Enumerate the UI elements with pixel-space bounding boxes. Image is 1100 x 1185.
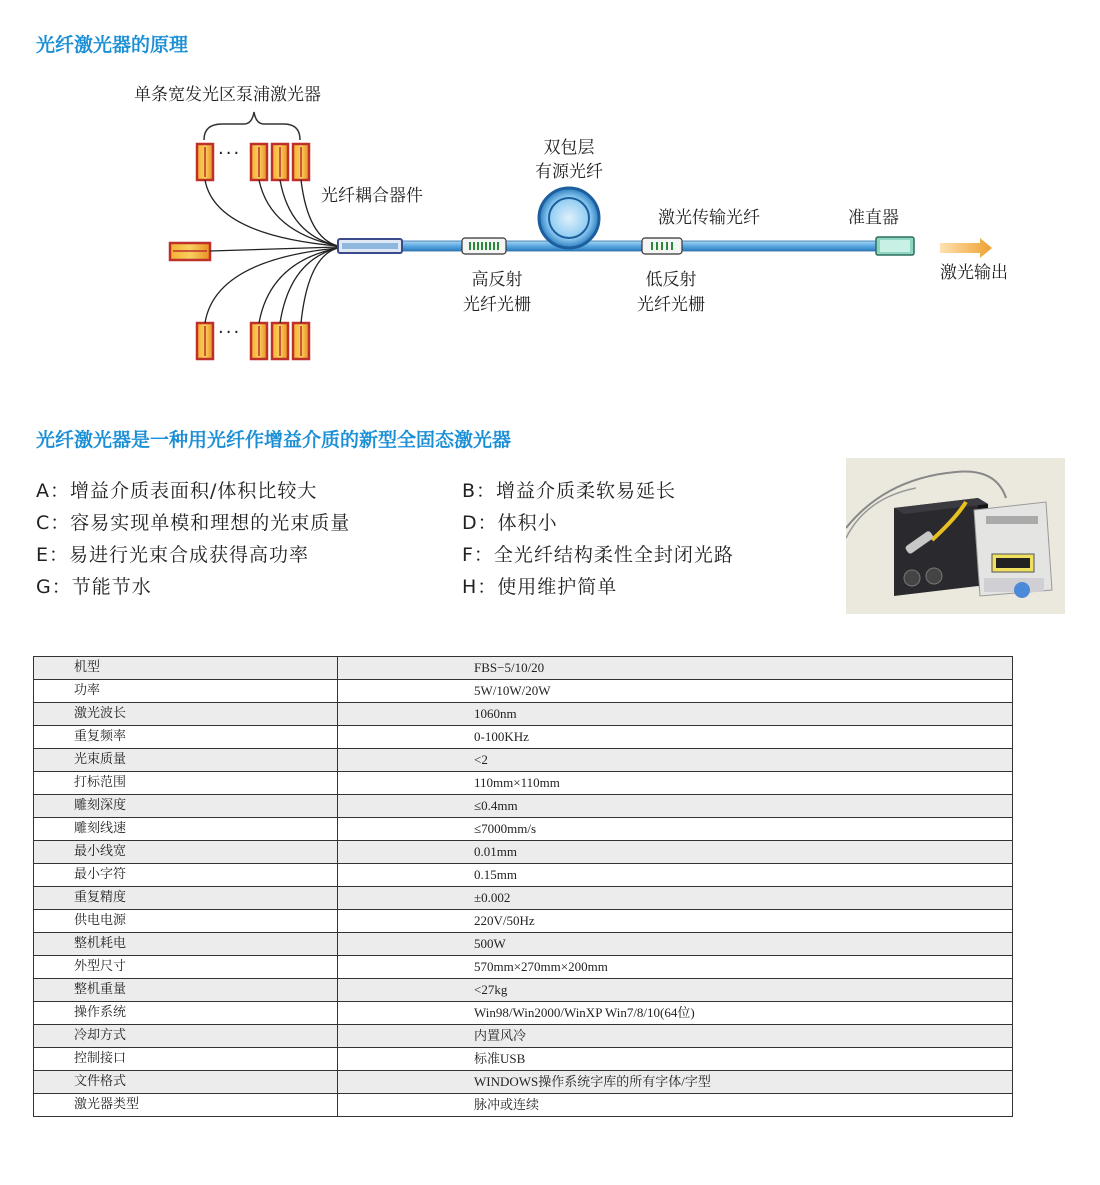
label-pump-lasers: 单条宽发光区泵浦激光器 [134, 85, 321, 105]
table-row [34, 1002, 1013, 1025]
table-row [34, 657, 1013, 680]
label-collimator: 准直器 [848, 208, 899, 228]
spec-value: 0-100KHz [338, 726, 1013, 749]
label-double-clad-1: 双包层 [543, 138, 595, 158]
table-row [34, 795, 1013, 818]
table-row [34, 703, 1013, 726]
label-lr-grating-2: 光纤光栅 [637, 295, 705, 315]
spec-key: 激光器类型 [34, 1094, 338, 1117]
table-row [34, 680, 1013, 703]
spec-key: 机型 [34, 657, 338, 680]
spec-value: 标准USB [338, 1048, 1013, 1071]
spec-value: Win98/Win2000/WinXP Win7/8/10(64位) [338, 1002, 1013, 1025]
table-row [34, 910, 1013, 933]
feature-h: H：使用维护简单 [462, 576, 618, 598]
spec-value: 1060nm [338, 703, 1013, 726]
spec-key: 光束质量 [34, 749, 338, 772]
table-row [34, 818, 1013, 841]
spec-value: <27kg [338, 979, 1013, 1002]
table-row [34, 1071, 1013, 1094]
label-transmission-fiber: 激光传输光纤 [658, 208, 760, 228]
table-row [34, 956, 1013, 979]
spec-table [33, 656, 1013, 1117]
spec-key: 操作系统 [34, 1002, 338, 1025]
spec-value: 0.15mm [338, 864, 1013, 887]
pump-fibers [205, 180, 338, 323]
spec-value: 脉冲或连续 [338, 1094, 1013, 1117]
spec-key: 文件格式 [34, 1071, 338, 1094]
spec-value: FBS−5/10/20 [338, 657, 1013, 680]
spec-value: 110mm×110mm [338, 772, 1013, 795]
pump-laser-group-top [197, 144, 309, 180]
spec-value: ±0.002 [338, 887, 1013, 910]
page-title: 光纤激光器的原理 [36, 34, 189, 56]
spec-key: 雕刻深度 [34, 795, 338, 818]
table-row [34, 772, 1013, 795]
product-photo [846, 458, 1065, 614]
spec-value: <2 [338, 749, 1013, 772]
table-row [34, 749, 1013, 772]
label-double-clad-2: 有源光纤 [535, 162, 603, 182]
spec-key: 控制接口 [34, 1048, 338, 1071]
subtitle: 光纤激光器是一种用光纤作增益介质的新型全固态激光器 [36, 429, 512, 451]
feature-a: A：增益介质表面积/体积比较大 [36, 480, 318, 502]
hr-grating [462, 238, 506, 254]
label-hr-grating-1: 高反射 [471, 270, 523, 290]
feature-b: B：增益介质柔软易延长 [462, 480, 677, 502]
spec-key: 最小字符 [34, 864, 338, 887]
brace [204, 112, 300, 140]
spec-value: 0.01mm [338, 841, 1013, 864]
spec-key: 功率 [34, 680, 338, 703]
spec-key: 整机重量 [34, 979, 338, 1002]
spec-key: 整机耗电 [34, 933, 338, 956]
spec-key: 冷却方式 [34, 1025, 338, 1048]
spec-key: 激光波长 [34, 703, 338, 726]
dots-top: ··· [218, 143, 242, 164]
label-lr-grating-1: 低反射 [645, 270, 697, 290]
spec-value: 5W/10W/20W [338, 680, 1013, 703]
spec-key: 最小线宽 [34, 841, 338, 864]
feature-g: G：节能节水 [36, 576, 152, 598]
spec-value: 570mm×270mm×200mm [338, 956, 1013, 979]
table-row [34, 1048, 1013, 1071]
lr-grating [642, 238, 682, 254]
spec-value: 内置风冷 [338, 1025, 1013, 1048]
feature-f: F：全光纤结构柔性全封闭光路 [462, 544, 734, 566]
label-output: 激光输出 [940, 263, 1008, 283]
spec-value: ≤7000mm/s [338, 818, 1013, 841]
table-row [34, 1025, 1013, 1048]
label-hr-grating-2: 光纤光栅 [463, 295, 531, 315]
table-row [34, 726, 1013, 749]
spec-value: 500W [338, 933, 1013, 956]
spec-key: 重复精度 [34, 887, 338, 910]
table-row [34, 1094, 1013, 1117]
spec-key: 外型尺寸 [34, 956, 338, 979]
spec-key: 雕刻线速 [34, 818, 338, 841]
table-row [34, 933, 1013, 956]
table-row [34, 887, 1013, 910]
fiber-laser-diagram [0, 0, 1100, 400]
label-coupler: 光纤耦合器件 [321, 186, 423, 206]
spec-key: 供电电源 [34, 910, 338, 933]
feature-c: C：容易实现单模和理想的光束质量 [36, 512, 351, 534]
spec-value: ≤0.4mm [338, 795, 1013, 818]
spec-value: WINDOWS操作系统字库的所有字体/字型 [338, 1071, 1013, 1094]
table-row [34, 841, 1013, 864]
spec-key: 重复频率 [34, 726, 338, 749]
table-row [34, 979, 1013, 1002]
spec-value: 220V/50Hz [338, 910, 1013, 933]
table-row [34, 864, 1013, 887]
spec-key: 打标范围 [34, 772, 338, 795]
dots-bottom: ··· [218, 322, 242, 343]
feature-e: E：易进行光束合成获得高功率 [36, 544, 310, 566]
feature-d: D：体积小 [462, 512, 558, 534]
output-arrow [940, 238, 992, 258]
pump-laser-group-bottom [197, 323, 309, 359]
